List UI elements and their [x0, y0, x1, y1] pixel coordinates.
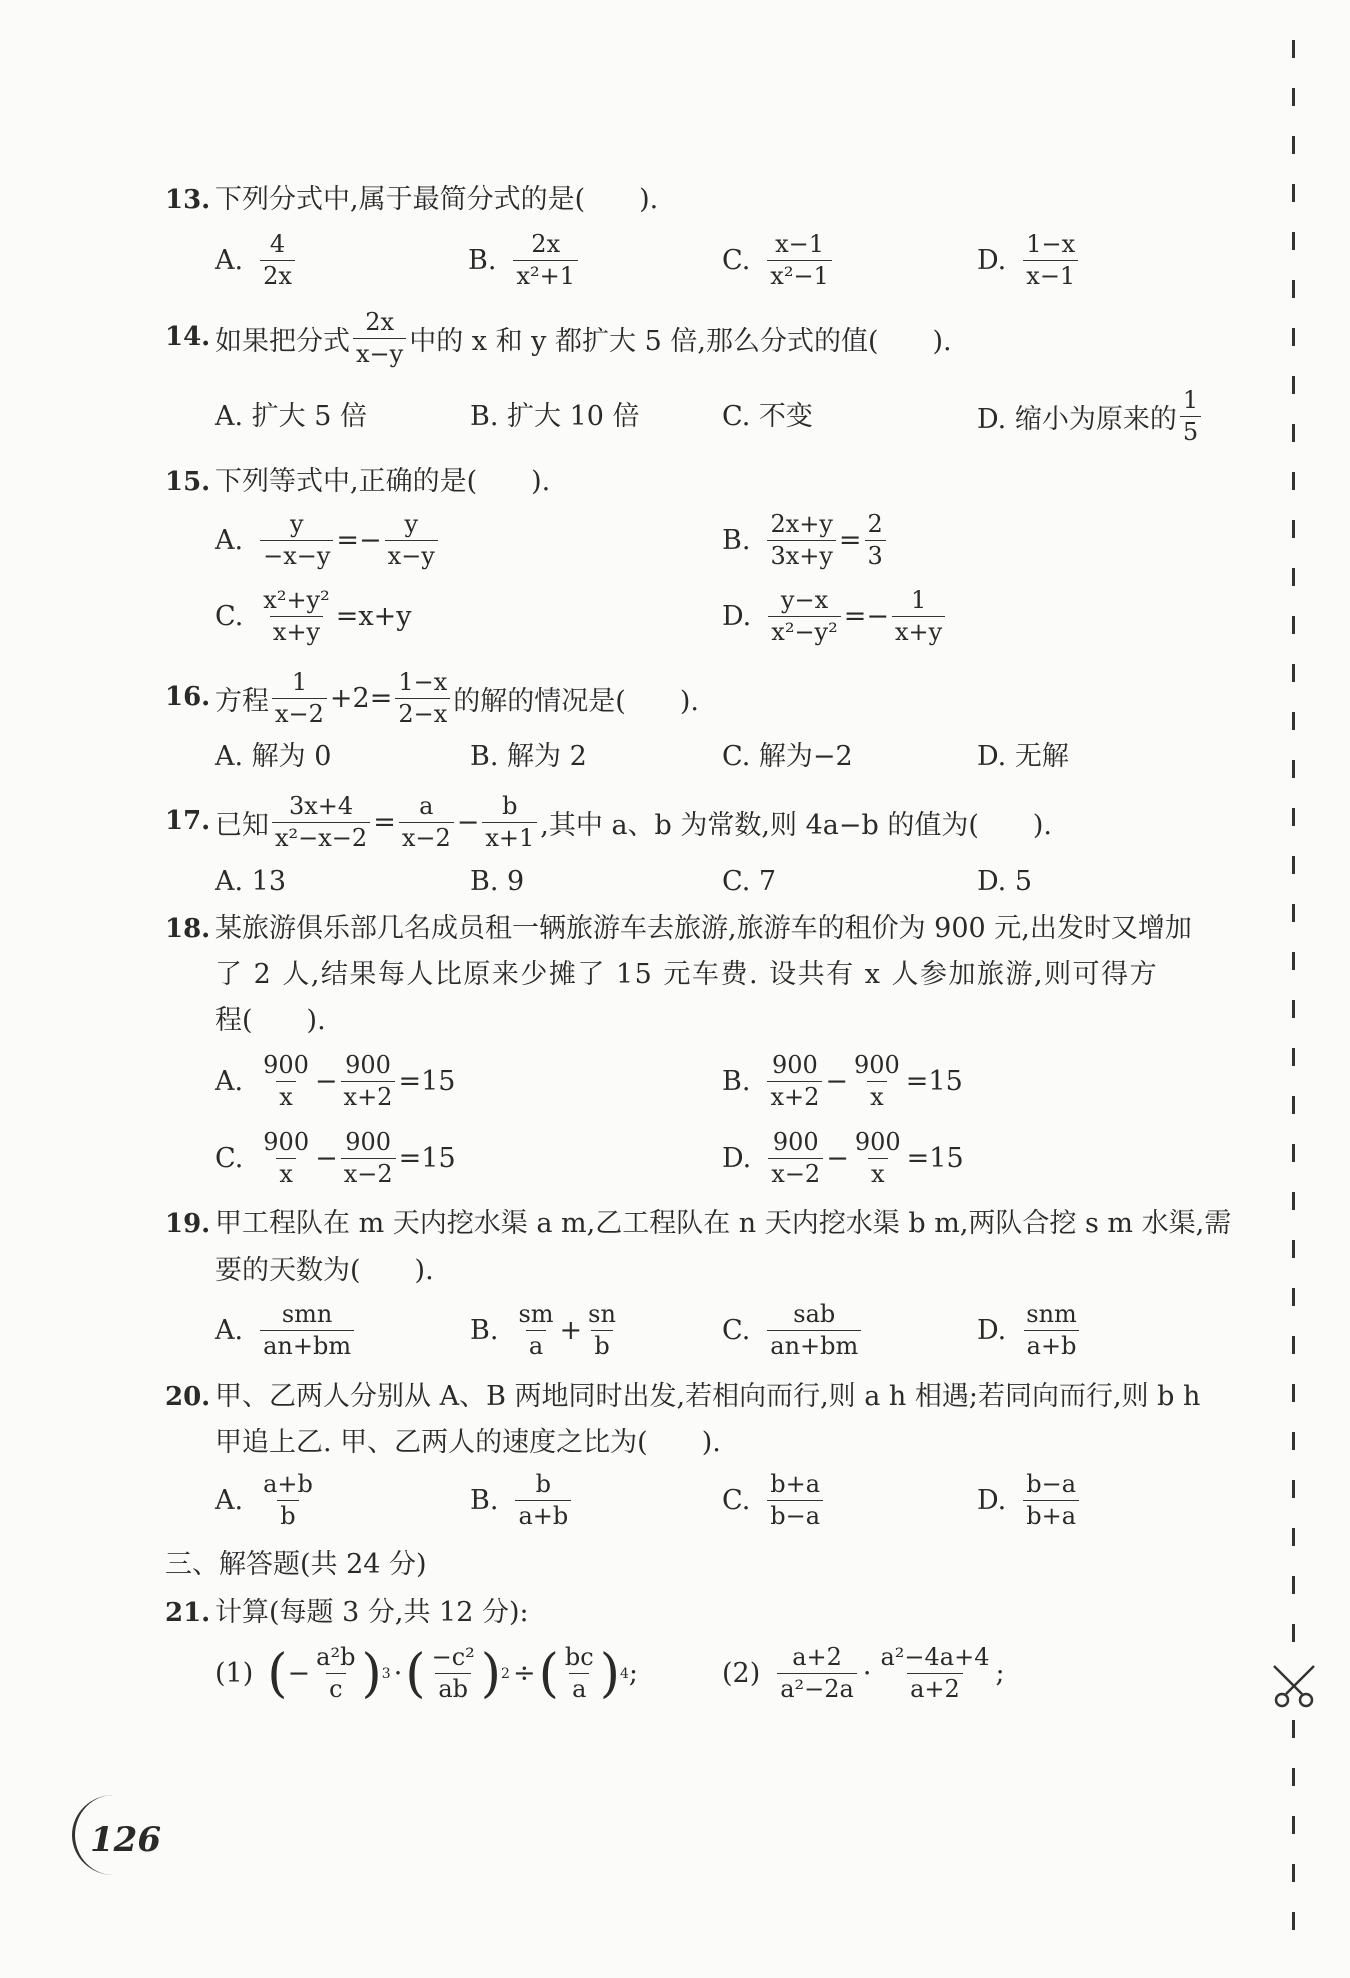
q21-part-2: (2) $\frac{a+2}{\text{a²−2a}}$ · $\frac{\text{a²−4a+4}}{a+2}$ ; [722, 1643, 1005, 1704]
q20-option-c: C. $\frac{b+a}{b-a}$ [722, 1472, 826, 1529]
q16-option-b: B. 解为 2 [470, 741, 587, 772]
q21-part-1: (1) ( − $\frac{\text{a²b}}{c}$ ) 3 · ( $\frac{\text{−c²}}{ab}$ ) 2 ÷ ( $\frac{bc}{a}$ ) 4 ; [215, 1643, 639, 1704]
fraction: $\frac{a+b}{b}$ [263, 1470, 313, 1531]
fraction: $\frac{900}{x}$ [853, 1051, 900, 1112]
q14-option-b: B. 扩大 10 倍 [470, 401, 640, 432]
q17-option-c: C. 7 [722, 866, 777, 897]
cut-line-dash [1292, 1288, 1295, 1306]
q14-option-a: A. 扩大 5 倍 [215, 401, 368, 432]
q14-option-c: C. 不变 [722, 401, 813, 432]
q18-option-d: D. $\frac{900}{x-2}$ − $\frac{900}{x}$ =15 [722, 1128, 964, 1189]
q13-option-b [468, 232, 581, 289]
q19-option-c: C. $\frac{\text{sab}}{an+bm}$ [722, 1302, 864, 1359]
cut-line-dash [1292, 520, 1295, 538]
fraction: $\frac{2x}{\text{x²+1}}$ [513, 232, 578, 289]
q18-number: 18. [165, 914, 211, 944]
cut-line-dash [1292, 1432, 1295, 1450]
q13-stem: 下列分式中,属于最简分式的是( ). [215, 184, 659, 215]
fraction: $\frac{b-a}{b+a}$ [1023, 1472, 1079, 1529]
cut-line-dash [1292, 1144, 1295, 1162]
cut-line-dash [1292, 856, 1295, 874]
fraction: $\frac{900}{x-2}$ [768, 1130, 823, 1187]
q18-line-1: 某旅游俱乐部几名成员租一辆旅游车去旅游,旅游车的租价为 900 元,出发时又增加 [215, 913, 1192, 944]
q14-option-d: D. 缩小为原来的 $\frac{1}{5}$ [977, 388, 1204, 445]
cut-line-dash [1292, 1576, 1295, 1594]
cut-line-dash [1292, 1912, 1295, 1930]
cut-line-dash [1292, 40, 1295, 58]
q20-line-2: 甲追上乙. 甲、乙两人的速度之比为( ). [215, 1427, 721, 1458]
q16-stem: 方程 $\frac{1}{x-2}$ +2= $\frac{1-x}{2-x}$ 的解的情况是( ). [215, 668, 699, 729]
cut-line-dash [1292, 808, 1295, 826]
fraction: $\frac{x-1}{\text{x²−1}}$ [767, 232, 832, 289]
option-label: B. [468, 245, 497, 277]
fraction: $\frac{\text{smn}}{an+bm}$ [260, 1302, 354, 1359]
q17-number: 17. [165, 806, 211, 836]
fraction: $\frac{\text{a²−4a+4}}{a+2}$ [880, 1643, 990, 1704]
q15-stem: 下列等式中,正确的是( ). [215, 466, 551, 497]
page-number: 126 [90, 1820, 161, 1860]
fraction: $\frac{y}{x-y}$ [385, 512, 438, 569]
fraction: $\frac{1-x}{x-1}$ [1023, 232, 1078, 289]
cut-line-dash [1292, 760, 1295, 778]
cut-line-dash [1292, 1096, 1295, 1114]
q21-number: 21. [165, 1598, 211, 1628]
q18-option-a: A. $\frac{900}{x}$ − $\frac{900}{x+2}$ =15 [215, 1051, 456, 1112]
cut-line-dash [1292, 1384, 1295, 1402]
q15-option-d: D. $\frac{y-x}{\text{x²−y²}}$ =− $\frac{1}{x+y}$ [722, 588, 948, 645]
cut-line-dash [1292, 1000, 1295, 1018]
cut-line-dash [1292, 1624, 1295, 1642]
q16-number: 16. [165, 682, 211, 712]
q20-number: 20. [165, 1382, 211, 1412]
fraction: $\frac{\text{x²+y²}}{x+y}$ [263, 586, 330, 647]
q14-stem: 如果把分式 $\frac{2x}{x-y}$ 中的 x 和 y 都扩大 5 倍,那么分式的值( ). [215, 308, 952, 369]
cut-line-dash [1292, 616, 1295, 634]
cut-line-dash [1292, 88, 1295, 106]
q19-number: 19. [165, 1209, 211, 1239]
cut-line-dash [1292, 664, 1295, 682]
fraction: $\frac{\text{a²b}}{c}$ [316, 1643, 356, 1704]
q19-line-2: 要的天数为( ). [215, 1255, 434, 1286]
cut-line-dash [1292, 712, 1295, 730]
fraction: $\frac{y-x}{\text{x²−y²}}$ [768, 588, 840, 645]
fraction: $\frac{\text{sab}}{an+bm}$ [767, 1302, 861, 1359]
fraction: $\frac{900}{x}$ [263, 1051, 309, 1112]
cut-line-dash [1292, 1528, 1295, 1546]
cut-line-dash [1292, 1768, 1295, 1786]
fraction: $\frac{1}{x+y}$ [892, 588, 945, 645]
q18-option-b: B. $\frac{900}{x+2}$ − $\frac{900}{x}$ =15 [722, 1051, 963, 1112]
fraction: $\frac{1}{5}$ [1180, 388, 1201, 445]
fraction: $\frac{\text{−c²}}{ab}$ [431, 1643, 475, 1704]
q14-number: 14. [165, 322, 211, 352]
cut-line-dash [1292, 232, 1295, 250]
q19-option-a: A. $\frac{\text{smn}}{an+bm}$ [215, 1302, 357, 1359]
q20-line-1: 甲、乙两人分别从 A、B 两地同时出发,若相向而行,则 a h 相遇;若同向而行,则 b h [215, 1381, 1201, 1412]
fraction: $\frac{2}{3}$ [865, 512, 886, 569]
q13-number: 13. [165, 185, 211, 215]
cut-line-dash [1292, 1048, 1295, 1066]
cut-line-dash [1292, 1720, 1295, 1738]
cut-line-dash [1292, 568, 1295, 586]
fraction: $\frac{1-x}{2-x}$ [395, 670, 450, 727]
q17-option-d: D. 5 [977, 866, 1033, 897]
fraction: $\frac{2x+y}{3x+y}$ [767, 512, 835, 569]
section-3-heading: 三、解答题(共 24 分) [165, 1549, 427, 1580]
q20-option-b: B. $\frac{b}{a+b}$ [470, 1472, 574, 1529]
fraction: $\frac{sm}{a}$ [518, 1300, 554, 1361]
fraction: $\frac{900}{x+2}$ [767, 1053, 822, 1110]
q15-number: 15. [165, 467, 211, 497]
cut-line-dash [1292, 1240, 1295, 1258]
fraction: $\frac{y}{-x-y}$ [260, 512, 333, 569]
fraction: $\frac{900}{x}$ [263, 1128, 310, 1189]
q16-option-a: A. 解为 0 [215, 741, 332, 772]
option-label: D. [977, 245, 1007, 277]
option-label: C. [722, 245, 751, 277]
q20-option-a: A. $\frac{a+b}{b}$ [215, 1472, 319, 1529]
cut-line-dash [1292, 376, 1295, 394]
cut-line-dash [1292, 1816, 1295, 1834]
fraction: $\frac{a}{x-2}$ [399, 794, 454, 851]
q21-stem: 计算(每题 3 分,共 12 分): [215, 1597, 529, 1628]
fraction: $\frac{b}{a+b}$ [515, 1472, 571, 1529]
q15-option-c: C. $\frac{\text{x²+y²}}{x+y}$ =x+y [215, 586, 412, 647]
cut-line-dash [1292, 1480, 1295, 1498]
fraction: $\frac{b}{x+1}$ [482, 794, 537, 851]
cut-line-dash [1292, 136, 1295, 154]
q15-option-a: A. $\frac{y}{-x-y}$ =− $\frac{y}{x-y}$ [215, 512, 441, 569]
cut-line-dash [1292, 184, 1295, 202]
fraction: $\frac{sn}{b}$ [588, 1300, 616, 1361]
cut-line-dash [1292, 904, 1295, 922]
fraction: $\frac{a+2}{\text{a²−2a}}$ [777, 1645, 857, 1702]
q17-option-b: B. 9 [470, 866, 525, 897]
q18-line-2: 了 2 人,结果每人比原来少摊了 15 元车费. 设共有 x 人参加旅游,则可得方 [215, 959, 1159, 990]
q17-stem: 已知 $\frac{3x+4}{\text{x²−x−2}}$ = $\frac{a}{x-2}$ − $\frac{b}{x+1}$ ,其中 a、b 为常数,则 4a−b 的值为( ). [215, 792, 1052, 853]
cut-line-dash [1292, 952, 1295, 970]
fraction: $\frac{3x+4}{\text{x²−x−2}}$ [272, 794, 370, 851]
fraction: $\frac{1}{x-2}$ [272, 670, 327, 727]
scissors-icon [1268, 1660, 1320, 1712]
q19-option-d: D. $\frac{\text{snm}}{a+b}$ [977, 1302, 1083, 1359]
fraction: $\frac{b+a}{b-a}$ [767, 1472, 823, 1529]
fraction: $\frac{\text{snm}}{a+b}$ [1023, 1302, 1080, 1359]
cut-line-dash [1292, 1336, 1295, 1354]
cut-line-dash [1292, 328, 1295, 346]
q18-option-c: C. $\frac{900}{x}$ − $\frac{900}{x-2}$ =15 [215, 1128, 456, 1189]
fraction: $\frac{bc}{a}$ [564, 1643, 594, 1704]
fraction: $\frac{2x}{x-y}$ [353, 310, 406, 367]
cut-line-dash [1292, 1192, 1295, 1210]
fraction: $\frac{900}{x+2}$ [341, 1053, 396, 1110]
cut-line-dash [1292, 424, 1295, 442]
fraction: $\frac{4}{2x}$ [260, 232, 295, 289]
cut-line-dash [1292, 472, 1295, 490]
q13-option-a [215, 232, 298, 289]
q18-line-3: 程( ). [215, 1005, 326, 1036]
q15-option-b: B. $\frac{2x+y}{3x+y}$ = $\frac{2}{3}$ [722, 512, 889, 569]
q19-line-1: 甲工程队在 m 天内挖水渠 a m,乙工程队在 n 天内挖水渠 b m,两队合挖 s m 水渠,需 [215, 1208, 1232, 1239]
fraction: $\frac{900}{x-2}$ [341, 1130, 396, 1187]
q17-option-a: A. 13 [215, 866, 287, 897]
q16-option-c: C. 解为−2 [722, 741, 853, 772]
cut-line-dash [1292, 1864, 1295, 1882]
q20-option-d: D. $\frac{b-a}{b+a}$ [977, 1472, 1082, 1529]
cut-line-dash [1292, 280, 1295, 298]
q13-option-c [722, 232, 835, 289]
q16-option-d: D. 无解 [977, 741, 1069, 772]
q19-option-b: B. $\frac{sm}{a}$ + $\frac{sn}{b}$ [470, 1302, 622, 1359]
option-label: A. [215, 245, 244, 277]
fraction: $\frac{900}{x}$ [854, 1128, 901, 1189]
q13-option-d [977, 232, 1081, 289]
